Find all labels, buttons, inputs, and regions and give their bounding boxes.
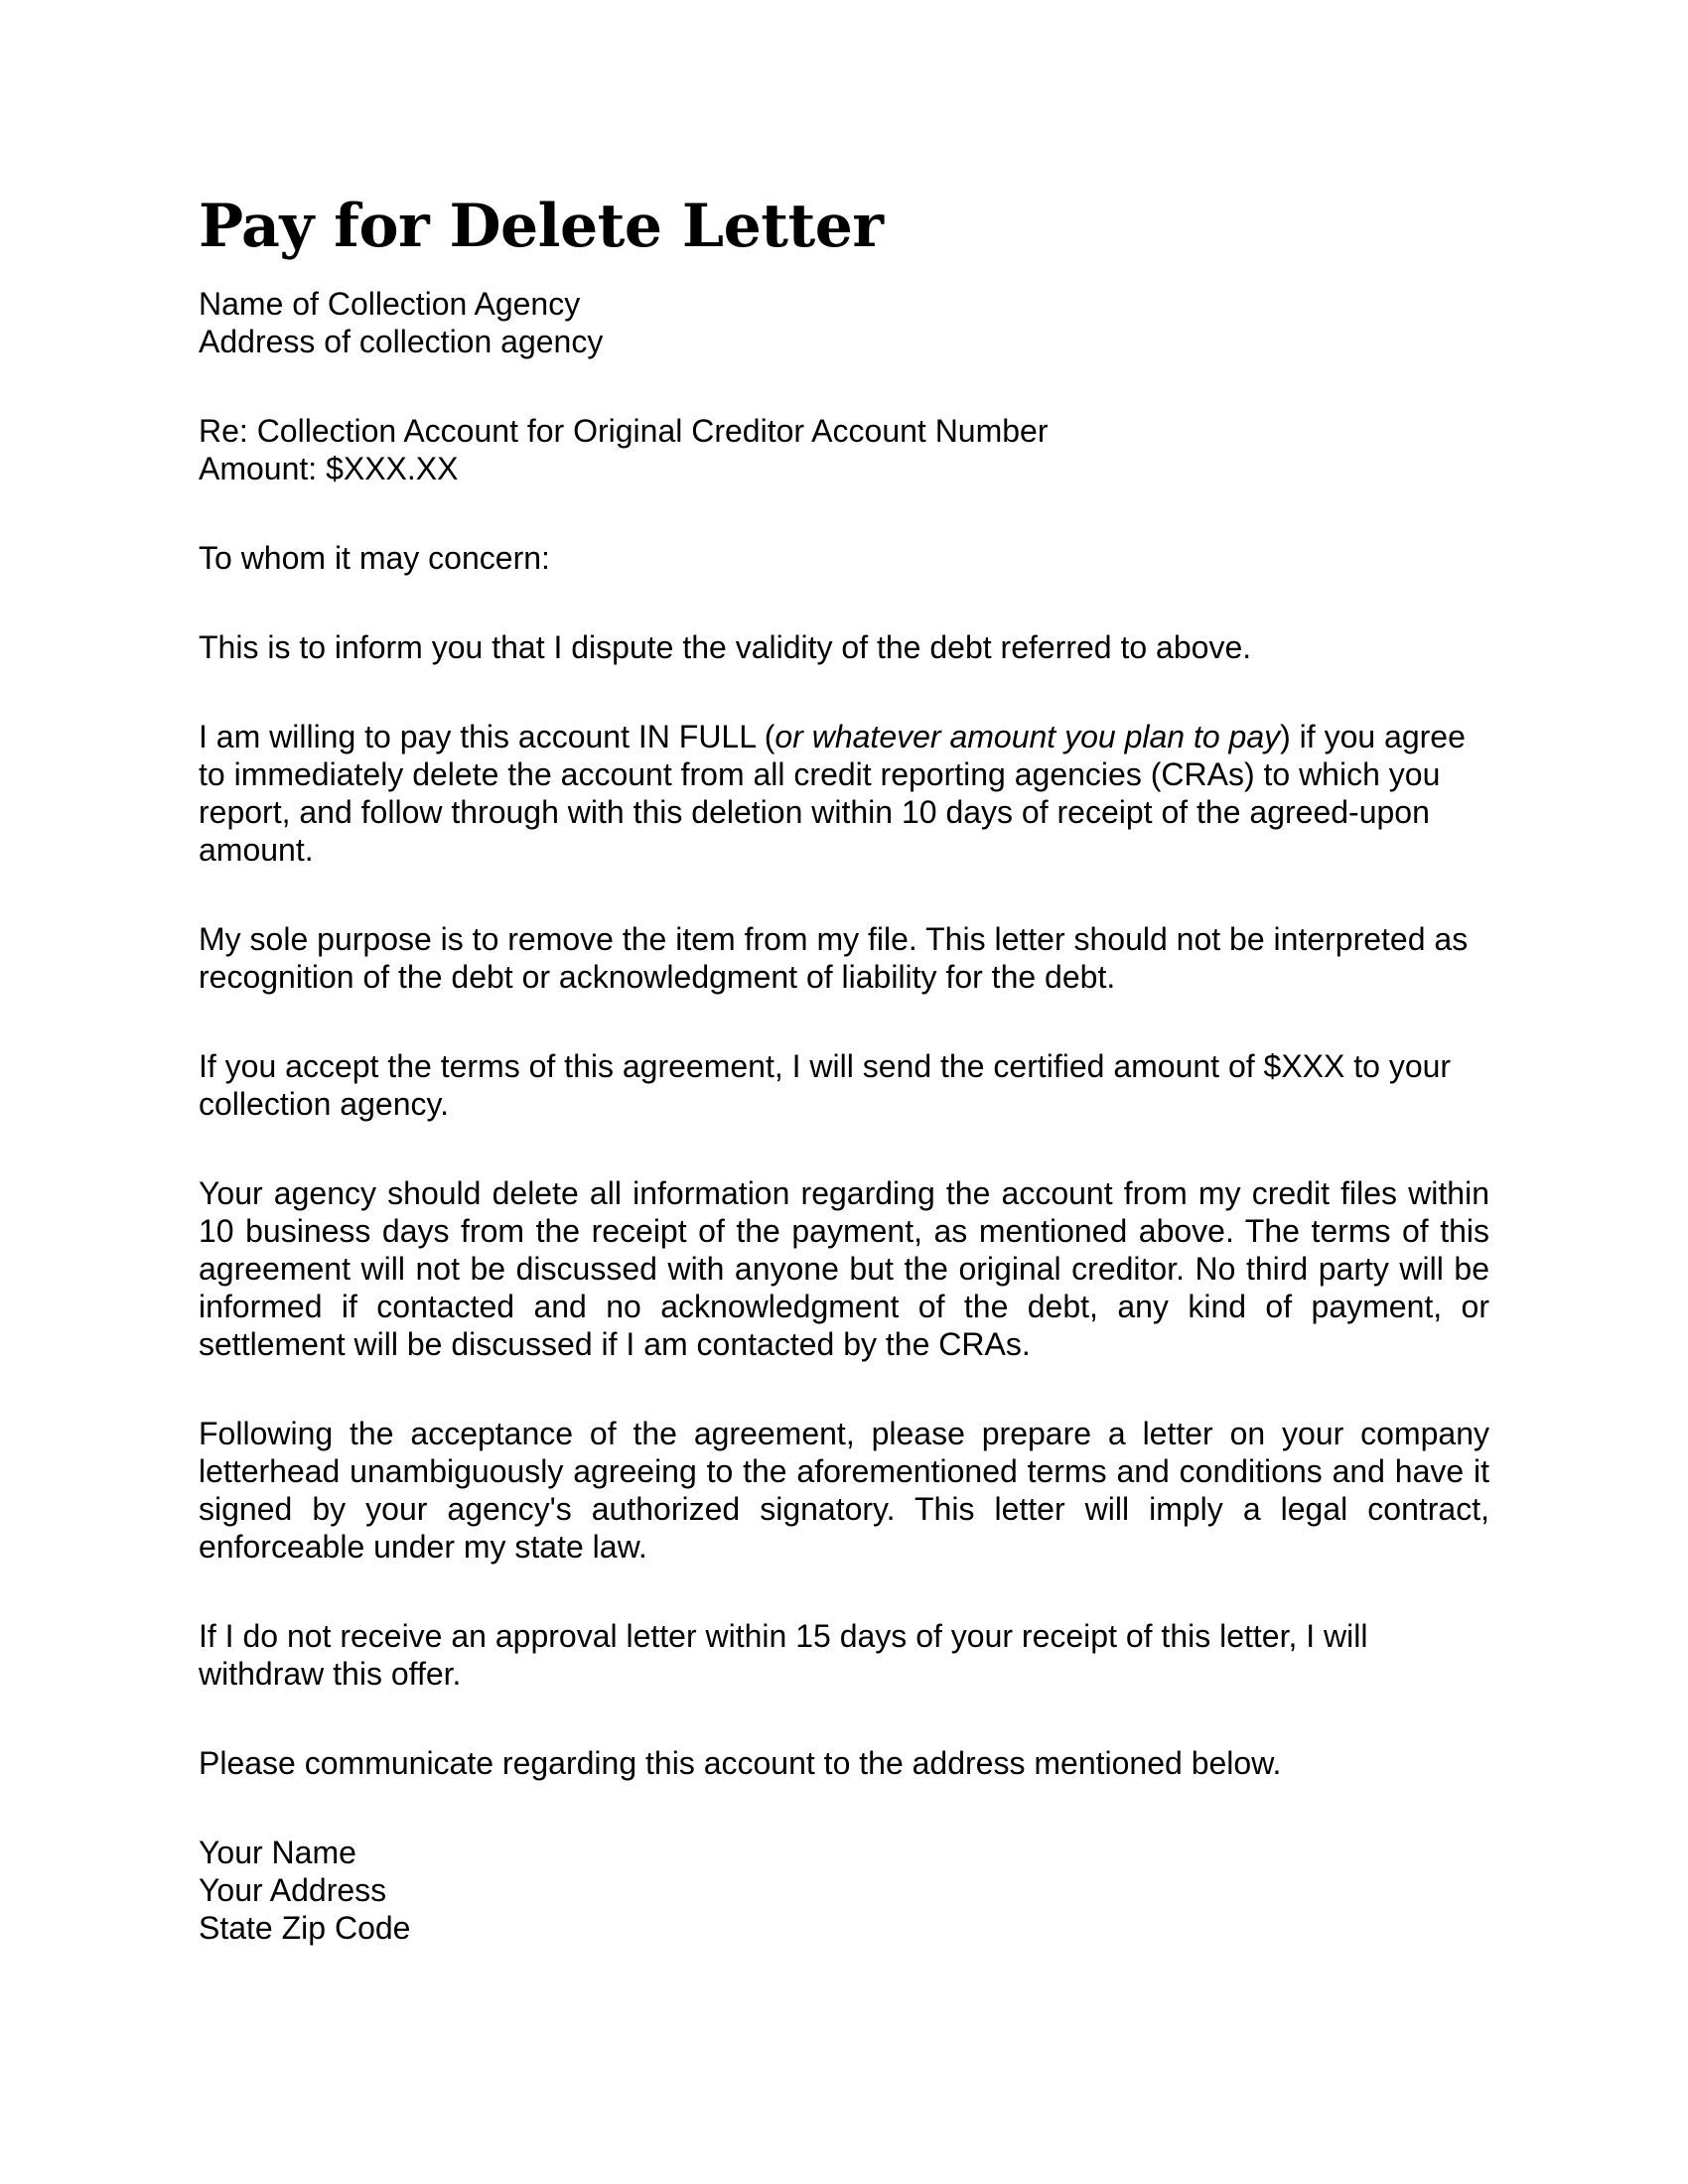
- signature-state-zip: State Zip Code: [199, 1910, 411, 1946]
- reference-block: [199, 412, 1489, 487]
- amount-line: Amount: $XXX.XX: [199, 451, 459, 486]
- offer-text-italic: or whatever amount you plan to pay: [774, 719, 1281, 754]
- paragraph-deletion-terms: Your agency should delete all information regarding the account from my credit files within 10 business days from the receipt of the payment, as mentioned above. The terms of this agreement will not be discussed with anyone but the original creditor. No third party will be informed if contacted and no acknowledgment of the debt, any kind of payment, or settlement will be discussed if I am contacted by the CRAs.: [199, 1175, 1489, 1362]
- paragraph-accept-terms: If you accept the terms of this agreement, I will send the certified amount of $XXX to your collection agency.: [199, 1048, 1452, 1122]
- offer-text-start: I am willing to pay this account IN FULL (: [199, 719, 775, 754]
- offer-text-end: ) if you agree to immediately delete the account from all credit reporting agencies (CRAs) to which you report, and follow through with this deletion within 10 days of receipt of the agreed-upon amount.: [199, 719, 1466, 868]
- paragraph-offer: [199, 718, 1489, 869]
- letter-page: [199, 194, 1489, 1998]
- reference-line: Re: Collection Account for Original Creditor Account Number: [199, 413, 1049, 449]
- salutation: To whom it may concern:: [199, 540, 550, 576]
- recipient-block: [199, 285, 1489, 360]
- paragraph-approval-letter: Following the acceptance of the agreement, please prepare a letter on your company letterhead unambiguously agreeing to the aforementioned terms and conditions and have it signed by your agency's authorized signatory. This letter will imply a legal contract, enforceable under my state law.: [199, 1416, 1489, 1565]
- signature-address: Your Address: [199, 1872, 387, 1908]
- paragraph-withdraw: If I do not receive an approval letter within 15 days of your receipt of this letter, I will withdraw this offer.: [199, 1618, 1368, 1692]
- signature-block: [199, 1834, 1489, 1947]
- paragraph-communicate: Please communicate regarding this account to the address mentioned below.: [199, 1745, 1282, 1781]
- recipient-name: Name of Collection Agency: [199, 286, 581, 322]
- signature-name: Your Name: [199, 1835, 356, 1870]
- paragraph-purpose: My sole purpose is to remove the item from my file. This letter should not be interpreted as recognition of the debt or acknowledgment of liability for the debt.: [199, 921, 1469, 995]
- paragraph-dispute: This is to inform you that I dispute the validity of the debt referred to above.: [199, 629, 1252, 665]
- page-title: Pay for Delete Letter: [199, 192, 884, 261]
- recipient-address: Address of collection agency: [199, 324, 604, 359]
